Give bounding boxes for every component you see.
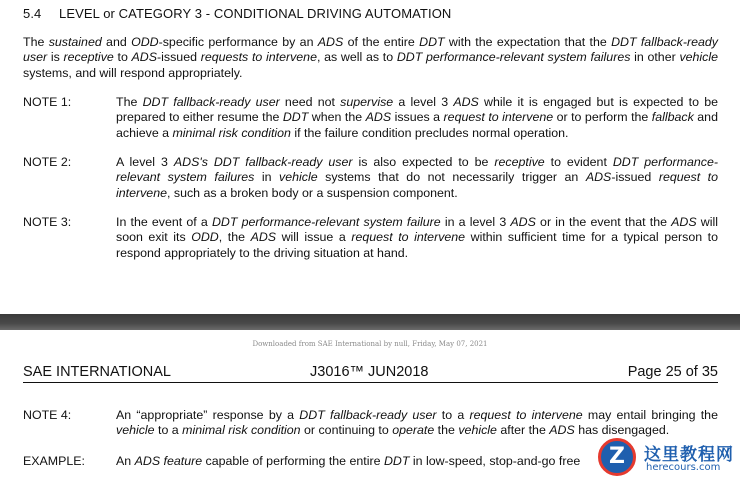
text-run: and achieve a	[116, 110, 718, 140]
text-run: in low-speed, stop-and-go free	[409, 454, 581, 468]
text-run: issues a	[391, 110, 444, 125]
defined-term: ADS	[250, 230, 277, 245]
header-organization: SAE INTERNATIONAL	[23, 364, 171, 380]
text-run: is also expected to be	[352, 155, 495, 169]
defined-term: request to intervene	[443, 110, 554, 125]
defined-term: requests to intervene	[200, 50, 317, 65]
text-run: in other	[630, 50, 680, 65]
text-run: has disengaged.	[574, 423, 670, 438]
text-run: systems, and will respond appropriately.	[23, 65, 243, 80]
defined-term: fallback	[651, 110, 694, 125]
text-run: , the	[218, 230, 251, 245]
defined-term: request to intervene	[116, 170, 719, 200]
defined-term: sustained	[48, 35, 102, 49]
defined-term: DDT	[419, 35, 445, 49]
text-run: if the failure condition precludes normal operation.	[290, 125, 569, 140]
defined-term: DDT	[282, 110, 309, 125]
text-run: to a	[154, 423, 183, 438]
text-run: -issued	[157, 50, 201, 65]
definition-paragraph	[23, 35, 718, 81]
note-body	[116, 155, 718, 201]
text-run: will soon exit its	[116, 215, 719, 245]
defined-term: ADS feature	[134, 454, 203, 468]
defined-term: DDT fallback-ready user	[23, 35, 719, 65]
defined-term: DDT	[383, 454, 410, 468]
text-run: systems that do not necessarily trigger an	[317, 170, 586, 185]
watermark-url: herecours.com	[646, 462, 721, 473]
text-run: may entail bringing the	[582, 408, 718, 422]
text-run: , as well as to	[316, 50, 397, 65]
defined-term: ADS	[453, 95, 479, 109]
section-heading	[23, 6, 451, 21]
defined-term: vehicle	[279, 170, 318, 185]
text-run: of the entire	[343, 35, 420, 49]
text-run: The	[23, 35, 49, 49]
text-run: capable of performing the entire	[202, 454, 384, 468]
defined-term: operate	[392, 423, 435, 438]
text-run: will issue a	[276, 230, 352, 245]
text-run: The	[116, 95, 143, 109]
page-break	[0, 314, 740, 330]
defined-term: receptive	[63, 50, 114, 65]
defined-term: supervise	[340, 95, 394, 109]
section-number: 5.4	[23, 6, 42, 21]
defined-term: ODD	[191, 230, 219, 245]
text-run: when the	[308, 110, 366, 125]
text-run: or in the event that the	[535, 215, 672, 229]
defined-term: DDT performance-relevant system failure	[211, 215, 441, 229]
defined-term: ADS's DDT fallback-ready user	[173, 155, 353, 169]
watermark-badge-icon: Z	[598, 438, 636, 476]
text-run: the	[434, 423, 459, 438]
defined-term: ADS	[671, 215, 697, 229]
watermark-logo	[594, 434, 740, 481]
text-run: -issued	[611, 170, 659, 185]
defined-term: ADS	[365, 110, 392, 125]
text-run: An	[116, 454, 135, 468]
note-label: NOTE 1:	[23, 95, 72, 109]
text-run: An “appropriate” response by a	[116, 408, 300, 422]
note-label: NOTE 2:	[23, 155, 72, 169]
document-page-lower	[0, 330, 740, 481]
text-run: or continuing to	[300, 423, 393, 438]
header-page-number: Page 25 of 35	[627, 364, 718, 380]
defined-term: ADS	[510, 215, 536, 229]
text-run: in	[254, 170, 280, 185]
defined-term: receptive	[494, 155, 545, 169]
example-label: EXAMPLE:	[23, 454, 85, 468]
text-run: to a	[436, 408, 470, 422]
defined-term: minimal risk condition	[172, 125, 291, 140]
defined-term: ADS	[317, 35, 344, 49]
text-run: while it is engaged but is expected to be prepared to either resume the	[116, 95, 718, 125]
defined-term: DDT performance-relevant system failures	[396, 50, 631, 65]
note-body	[116, 215, 718, 261]
defined-term: vehicle	[458, 423, 497, 438]
header-document-id: J3016™ JUN2018	[310, 364, 429, 380]
text-run: within sufficient time for a typical person to respond appropriately to the driving situation at hand.	[116, 230, 718, 260]
defined-term: request to intervene	[469, 408, 583, 422]
section-title: LEVEL or CATEGORY 3 - CONDITIONAL DRIVING AUTOMATION	[59, 6, 452, 21]
defined-term: request to intervene	[351, 230, 466, 245]
text-run: A level 3	[116, 155, 174, 169]
defined-term: ADS	[131, 50, 158, 65]
text-run: need not	[279, 95, 341, 109]
text-run: , such as a broken body or a suspension component.	[166, 185, 458, 200]
note-label: NOTE 4:	[23, 408, 72, 422]
text-run: after the	[496, 423, 550, 438]
defined-term: vehicle	[116, 423, 155, 438]
text-run: to	[113, 50, 132, 65]
text-run: with the expectation that the	[444, 35, 612, 49]
text-run: or to perform the	[553, 110, 652, 125]
text-run: to evident	[544, 155, 613, 169]
defined-term: vehicle	[679, 50, 719, 65]
text-run: a level 3	[393, 95, 454, 109]
watermark-title: 这里教程网	[644, 445, 734, 465]
text-run: is	[47, 50, 64, 65]
text-run: -specific performance by an	[158, 35, 318, 49]
defined-term: DDT performance-relevant system failures	[116, 155, 718, 185]
page-header	[23, 364, 718, 383]
defined-term: DDT fallback-ready user	[299, 408, 437, 422]
defined-term: ADS	[549, 423, 575, 438]
note-label: NOTE 3:	[23, 215, 72, 229]
text-run: In the event of a	[116, 215, 212, 229]
text-run: in a level 3	[440, 215, 511, 229]
defined-term: ADS	[585, 170, 612, 185]
download-notice: Downloaded from SAE International by null, Friday, May 07, 2021	[252, 340, 488, 348]
note-body	[116, 95, 718, 141]
defined-term: minimal risk condition	[182, 423, 301, 438]
defined-term: ODD	[131, 35, 159, 49]
defined-term: DDT fallback-ready user	[142, 95, 280, 109]
text-run: and	[101, 35, 132, 49]
